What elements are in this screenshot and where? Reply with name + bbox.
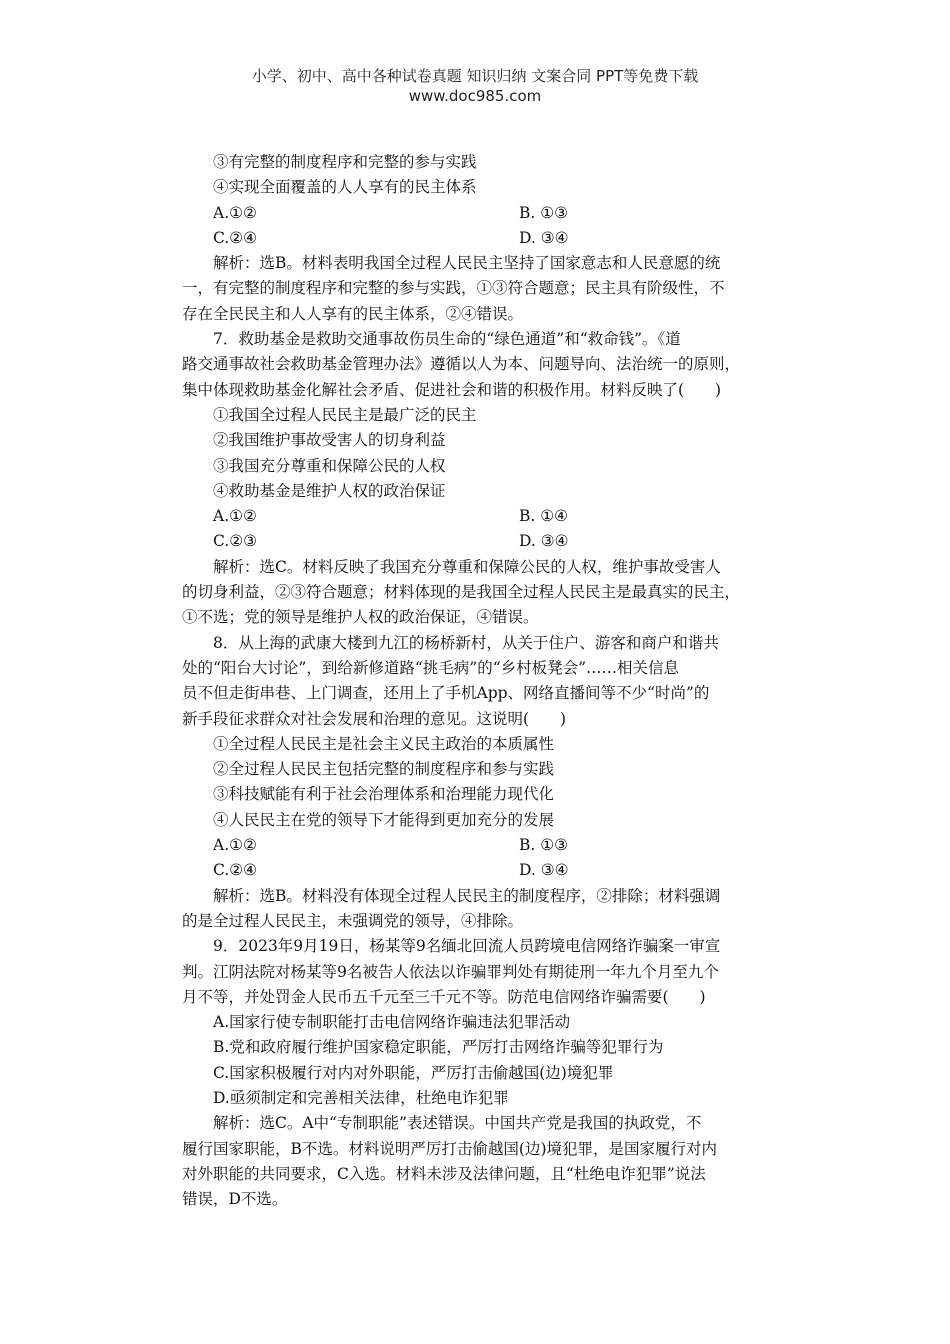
q8-item-1: ①全过程人民民主是社会主义民主政治的本质属性 — [213, 734, 555, 753]
q8-item-3: ③科技赋能有利于社会治理体系和治理能力现代化 — [213, 785, 555, 804]
q8-option-b: B. ①③ — [519, 836, 569, 855]
q9-analysis-line-3: 对外职能的共同要求，C入选。材料未涉及法律问题，且“杜绝电诈犯罪”说法 — [182, 1164, 706, 1183]
q7-option-c: C.②③ — [213, 532, 258, 551]
q7-analysis-line-1: 解析：选C。材料反映了我国充分尊重和保障公民的人权，维护事故受害人 — [213, 557, 721, 576]
q8-analysis-line-2: 的是全过程人民民主，未强调党的领导，④排除。 — [182, 911, 524, 930]
header-promo-text: 小学、初中、高中各种试卷真题 知识归纳 文案合同 PPT等免费下载 — [251, 67, 699, 85]
q9-analysis-line-1: 解析：选C。A中“专制职能”表述错误。中国共产党是我国的执政党，不 — [213, 1114, 702, 1133]
q9-stem-line-2: 判。江阴法院对杨某等9名被告人依法以诈骗罪判处有期徒刑一年九个月至九个 — [182, 962, 719, 981]
q6-option-c: C.②④ — [213, 228, 258, 247]
q8-option-d: D. ③④ — [519, 861, 569, 880]
q7-analysis-line-3: ①不选；党的领导是维护人权的政治保证，④错误。 — [182, 608, 539, 627]
q6-options-row-2 — [213, 226, 779, 251]
q6-item-3: ③有完整的制度程序和完整的参与实践 — [213, 153, 477, 171]
q6-option-b: B. ①③ — [519, 203, 569, 222]
q9-option-b: B.党和政府履行维护国家稳定职能，严厉打击网络诈骗等犯罪行为 — [213, 1038, 664, 1057]
q8-stem-line-3: 员不但走街串巷、上门调查，还用上了手机App、网络直播间等不少“时尚”的 — [182, 684, 710, 703]
q9-option-c: C.国家积极履行对内对外职能，严厉打击偷越国(边)境犯罪 — [213, 1063, 614, 1082]
q7-analysis-line-2: 的切身利益，②③符合题意；材料体现的是我国全过程人民民主是最真实的民主， — [182, 583, 741, 602]
q6-analysis-line-1: 解析：选B。材料表明我国全过程人民民主坚持了国家意志和人民意愿的统 — [213, 254, 721, 273]
q8-stem-line-2: 处的“阳台大讨论”，到给新修道路“挑毛病”的“乡村板凳会”……相关信息 — [182, 658, 680, 677]
q7-item-1: ①我国全过程人民民主是最广泛的民主 — [213, 405, 477, 424]
q9-option-d: D.亟须制定和完善相关法律，杜绝电诈犯罪 — [213, 1088, 509, 1107]
q8-item-4: ④人民民主在党的领导下才能得到更加充分的发展 — [213, 810, 555, 829]
q7-options-row-1 — [213, 504, 779, 529]
q7-stem-line-1: 7．救助基金是救助交通事故伤员生命的“绿色通道”和“救命钱”。《道 — [213, 330, 681, 349]
q6-item-4: ④实现全面覆盖的人人享有的民主体系 — [213, 178, 477, 197]
document-body — [182, 150, 779, 1212]
q9-option-a: A.国家行使专制职能打击电信网络诈骗违法犯罪活动 — [213, 1013, 571, 1032]
site-header — [0, 66, 950, 106]
q8-stem-line-1: 8．从上海的武康大楼到九江的杨桥新村，从关于住户、游客和商户和谐共 — [213, 633, 719, 652]
q7-stem-line-2: 路交通事故社会救助基金管理办法》遵循以人为本、问题导向、法治统一的原则， — [182, 355, 741, 374]
q8-options-row-2 — [213, 858, 779, 883]
q6-analysis-line-2: 一，有完整的制度程序和完整的参与实践，①③符合题意；民主具有阶级性，不 — [182, 279, 725, 298]
q6-analysis-line-3: 存在全民民主和人人享有的民主体系，②④错误。 — [182, 304, 524, 323]
q9-stem-line-3: 月不等，并处罚金人民币五千元至三千元不等。防范电信网络诈骗需要( ) — [182, 987, 706, 1006]
q8-stem-line-4: 新手段征求群众对社会发展和治理的意见。这说明( ) — [182, 709, 567, 728]
q9-stem-line-1: 9．2023年9月19日，杨某等9名缅北回流人员跨境电信网络诈骗案一审宣 — [213, 937, 721, 956]
q7-options-row-2 — [213, 529, 779, 554]
q6-options-row-1 — [213, 201, 779, 226]
q8-analysis-line-1: 解析：选B。材料没有体现全过程人民民主的制度程序，②排除；材料强调 — [213, 886, 721, 905]
q7-item-2: ②我国维护事故受害人的切身利益 — [213, 431, 446, 450]
q7-item-4: ④救助基金是维护人权的政治保证 — [213, 481, 446, 500]
q7-option-d: D. ③④ — [519, 532, 569, 551]
q6-option-d: D. ③④ — [519, 228, 569, 247]
header-url: www.doc985.com — [408, 87, 542, 105]
q8-option-a: A.①② — [213, 836, 257, 855]
q8-options-row-1 — [213, 833, 779, 858]
q8-option-c: C.②④ — [213, 861, 258, 880]
q9-analysis-line-4: 错误，D不选。 — [182, 1190, 288, 1209]
q7-option-a: A.①② — [213, 507, 257, 526]
q8-item-2: ②全过程人民民主包括完整的制度程序和参与实践 — [213, 760, 555, 779]
q6-option-a: A.①② — [213, 203, 257, 222]
q7-item-3: ③我国充分尊重和保障公民的人权 — [213, 456, 446, 475]
q7-option-b: B. ①④ — [519, 507, 569, 526]
q7-stem-line-3: 集中体现救助基金化解社会矛盾、促进社会和谐的积极作用。材料反映了( ) — [182, 380, 722, 399]
q9-analysis-line-2: 履行国家职能，B不选。材料说明严厉打击偷越国(边)境犯罪，是国家履行对内 — [182, 1139, 717, 1158]
